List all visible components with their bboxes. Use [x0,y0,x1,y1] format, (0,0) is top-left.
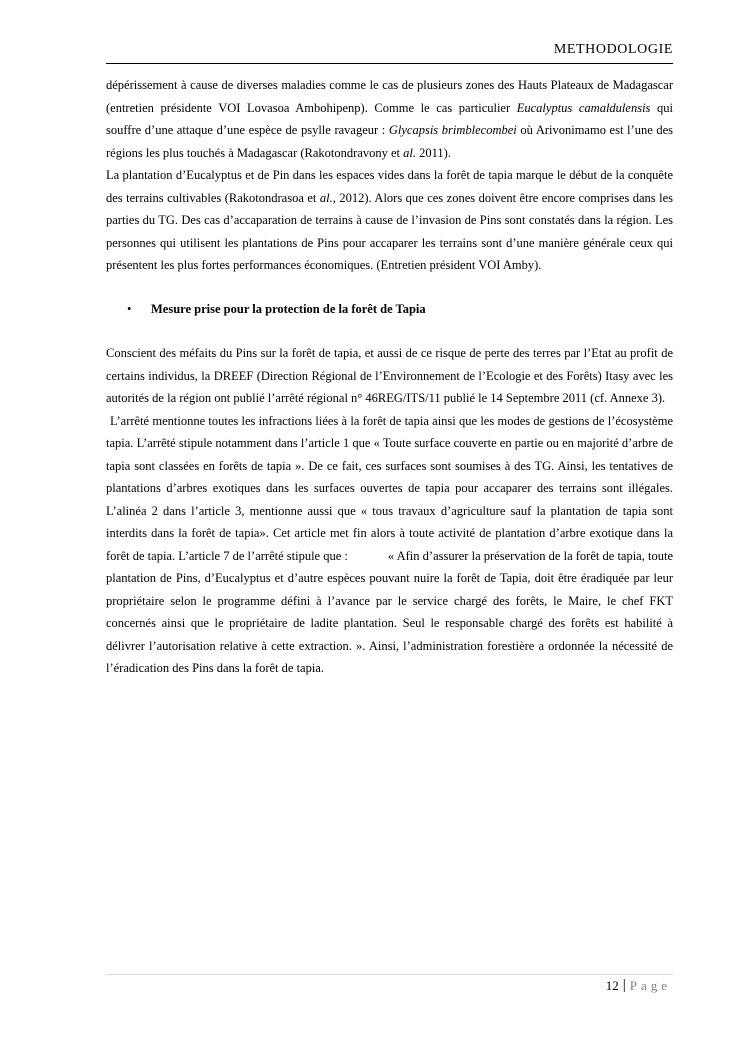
page-number: 12 [605,977,619,993]
page-footer [606,977,671,994]
page-separator: | [622,977,626,993]
paragraph-decree-articles: L’arrêté mentionne toutes les infractions liées à la forêt de tapia ainsi que les modes de gestions de l’écosystème tapia. L’arrêté stipule notamment dans l’article 1 que « Toute surface couverte en partie ou en majorité d’arbre de tapia sont classées en forêts de tapia ». De ce fait, ces surfaces sont soumises à des TG. Ainsi, les tentatives de plantations d’arbres exotiques dans les surfaces ouvertes de tapia pour accaparer des terrains sont illégales. L’alinéa 2 dans l’article 3, mentionne aussi que « tous travaux d’agriculture sauf la plantation de tapia sont interdits dans la forêt de tapia». Cet article met fin alors à toute activité de plantation d’arbre exotique dans la forêt de tapia. L’article 7 de l’arrêté stipule que : « Afin d’assurer la préservation de la forêt de tapia, toute plantation de Pins, d’Eucalyptus et d’autre espèces pouvant nuire la forêt de Tapia, doit être éradiquée par leur propriétaire selon le programme défini à l’avance par le service chargé des forêts, le Maire, le chef FKT concernés ainsi que le propriétaire de ladite plantation. Seul le responsable chargé des forêts est habilité à délivrer l’autorisation relative à cette extraction. ». Ainsi, l’administration forestière a ordonnée la nécessité de l’éradication des Pins dans la forêt de tapia. [106,413,673,675]
section-bullet [106,298,673,321]
section-heading: Mesure prise pour la protection de la forêt de Tapia [151,301,426,316]
bullet-icon: • [127,301,132,316]
running-header: METHODOLOGIE [553,42,673,57]
footer-divider [106,974,673,975]
paragraph-eucalyptus-disease: dépérissement à cause de diverses maladies comme le cas de plusieurs zones des Hauts Plateaux de Madagascar (entretien présidente VOI Lovasoa Ambohipenp). Comme le cas particulier Eucalyptus camaldulensis qui souffre d’une attaque d’une espèce de psylle ravageur : Glycapsis brimblecombei où Arivonimamo est l’une des régions les plus touchés à Madagascar (Rakotondravony et al. 2011). [106,78,674,160]
header-divider [106,63,673,64]
document-body [106,74,673,680]
paragraph-dreef-decree: Conscient des méfaits du Pins sur la forêt de tapia, et aussi de ce risque de perte des terres par l’Etat au profit de certains individus, la DREEF (Direction Régional de l’Environnement de l’Ecologie et des Forêts) Itasy avec les autorités de la région ont publié l’arrêté régional n° 46REG/ITS/11 publié le 14 Septembre 2011 (cf. Annexe 3). [106,346,673,405]
page-label: Page [629,977,671,993]
paragraph-land-conquest: La plantation d’Eucalyptus et de Pin dans les espaces vides dans la forêt de tapia marque le début de la conquête des terrains cultivables (Rakotondrasoa et al., 2012). Alors que ces zones doivent être encore comprises dans les parties du TG. Des cas d’accaparation de terrains à cause de l’invasion de Pins sont constatés dans la région. Les personnes qui utilisent les plantations de Pins pour accaparer les terrains sont d’une manière générale ceux qui présentent les plus fortes performances économiques. (Entretien président VOI Amby). [106,168,674,272]
